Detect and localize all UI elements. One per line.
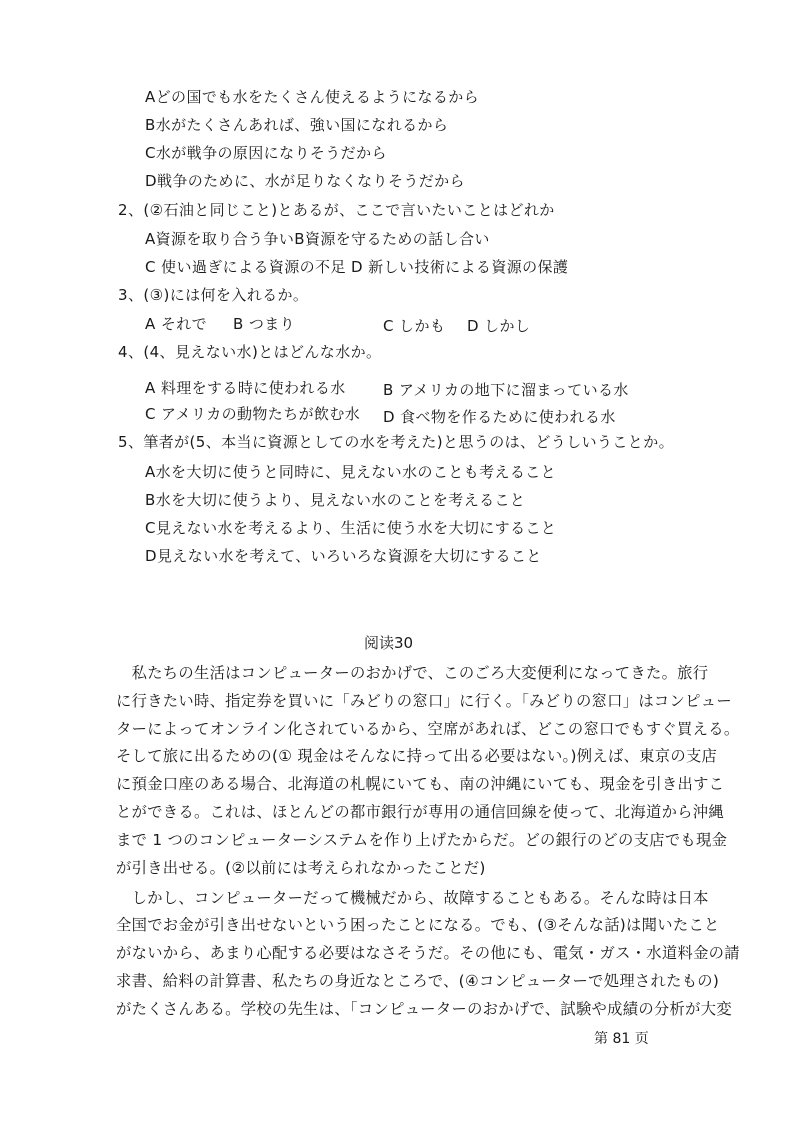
passage-line: 求書、給料の計算書、私たちの身近なところで、(④コンピューターで処理されたもの) bbox=[116, 972, 720, 990]
q2-question: 2、(②石油と同じこと)とあるが、ここで言いたいことはどれか bbox=[118, 201, 555, 219]
q4-option-d: D 食べ物を作るために使われる水 bbox=[383, 408, 616, 426]
q2-options-row1: A資源を取り合う争いB資源を守るための話し合い bbox=[145, 230, 490, 248]
q5-option-a: A水を大切に使うと同時に、見えない水のことも考えること bbox=[145, 463, 557, 481]
passage-line: まで 1 つのコンピューターシステムを作り上げたからだ。どの銀行のどの支店でも現金 bbox=[116, 831, 728, 849]
passage-line: がないから、あまり心配する必要はなさそうだ。その他にも、電気・ガス・水道料金の請 bbox=[116, 944, 740, 962]
q2-options-row2: C 使い過ぎによる資源の不足 D 新しい技術による資源の保護 bbox=[145, 258, 569, 276]
q3-option-c: C しかも bbox=[383, 317, 446, 335]
q1-option-d: D戦争のために、水が足りなくなりそうだから bbox=[145, 172, 465, 190]
page-number: 第 81 页 bbox=[594, 1031, 649, 1047]
q4-option-b: B アメリカの地下に溜まっている水 bbox=[383, 381, 629, 399]
q5-option-d: D見えない水を考えて、いろいろな資源を大切にすること bbox=[145, 547, 542, 565]
passage-line: そして旅に出るための(① 現金はそんなに持って出る必要はない。)例えば、東京の支店 bbox=[116, 747, 718, 765]
q5-option-b: B水を大切に使うより、見えない水のことを考えること bbox=[145, 491, 526, 509]
q4-option-a: A 料理をする時に使われる水 bbox=[145, 379, 346, 397]
passage-line: に預金口座のある場合、北海道の札幌にいても、南の沖縄にいても、現金を引き出すこ bbox=[116, 775, 725, 793]
q1-option-a: Aどの国でも水をたくさん使えるようになるから bbox=[145, 88, 480, 106]
q4-option-c: C アメリカの動物たちが飲む水 bbox=[145, 405, 361, 423]
q3-option-a: A それで bbox=[145, 315, 208, 333]
passage-line: 全国でお金が引き出せないという困ったことになる。でも、(③そんな話)は聞いたこと bbox=[116, 916, 720, 934]
passage-line: とができる。これは、ほとんどの都市銀行が専用の通信回線を使って、北海道から沖縄 bbox=[116, 803, 724, 821]
passage-line: に行きたい時、指定券を買いに「みどりの窓口」に行く。「みどりの窓口」はコンピュー bbox=[116, 692, 732, 710]
passage-line: ターによってオンライン化されているから、空席があれば、どこの窓口でもすぐ買える。 bbox=[116, 720, 740, 738]
reading-title: 阅读30 bbox=[364, 634, 414, 652]
q5-question: 5、筆者が(5、本当に資源としての水を考えた)と思うのは、どうしいうことか。 bbox=[118, 433, 674, 451]
q3-option-b: B つまり bbox=[233, 315, 296, 333]
passage-line: がたくさんある。学校の先生は、「コンピューターのおかげで、試験や成績の分析が大変 bbox=[116, 1000, 732, 1018]
q1-option-b: B水がたくさんあれば、強い国になれるから bbox=[145, 116, 449, 134]
passage-line: 私たちの生活はコンピューターのおかげで、このごろ大変便利になってきた。旅行 bbox=[116, 664, 709, 682]
q5-option-c: C見えない水を考えるより、生活に使う水を大切にすること bbox=[145, 519, 557, 537]
passage-line: が引き出せる。(②以前には考えられなかったことだ) bbox=[116, 859, 486, 877]
q4-question: 4、(4、見えない水)とはどんな水か。 bbox=[118, 343, 382, 361]
q1-option-c: C水が戦争の原因になりそうだから bbox=[145, 144, 387, 162]
q3-option-d: D しかし bbox=[467, 317, 531, 335]
passage-line: しかし、コンピューターだって機械だから、故障することもある。そんな時は日本 bbox=[116, 889, 709, 907]
q3-question: 3、(③)には何を入れるか。 bbox=[118, 286, 309, 304]
